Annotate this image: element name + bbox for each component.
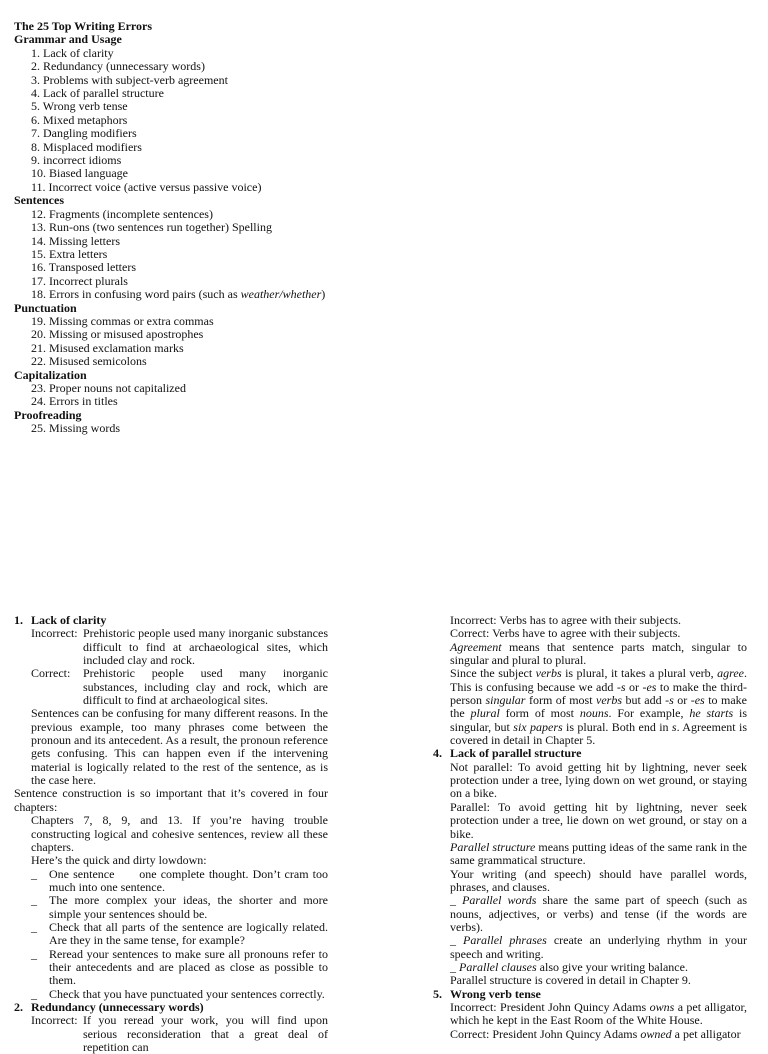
term-emphasis: agree <box>717 666 744 681</box>
paragraph-text: create an underlying rhythm in your speech and writing. <box>450 933 747 961</box>
body-paragraph: Not parallel: To avoid getting hit by lightning, never seek protection under a tree, lying down on wet ground, or staying on a bike. <box>450 759 747 801</box>
toc-item: 3. Problems with subject-verb agreement <box>31 72 228 87</box>
error-heading <box>433 988 747 1001</box>
section-heading: Sentences <box>14 193 64 208</box>
term-emphasis: -es <box>690 693 705 708</box>
term-emphasis: he starts <box>689 706 734 721</box>
bullet-item <box>14 894 328 921</box>
term-emphasis: s <box>671 719 677 734</box>
term-emphasis: -s <box>665 693 674 708</box>
toc-item: 12. Fragments (incomplete sentences) <box>31 206 213 221</box>
paragraph-text: or <box>625 679 643 694</box>
error-number: 1. <box>14 613 23 627</box>
error-number: 4. <box>433 746 442 761</box>
paragraph-text: also give your writing balance. <box>536 959 688 974</box>
paragraph-text: is plural, it takes a plural verb, <box>561 666 718 681</box>
example-text: If you reread your work, you will find upon serious reconsideration that a great deal of repetition can <box>83 1013 328 1054</box>
left-column <box>14 613 331 1054</box>
bullet-item <box>14 948 328 988</box>
bullet-item <box>14 988 328 1001</box>
toc-item <box>14 288 754 301</box>
toc-item: 24. Errors in titles <box>31 394 118 409</box>
toc-item: 22. Misused semicolons <box>31 354 147 369</box>
paragraph-text: but add <box>622 693 666 708</box>
toc-item: 15. Extra letters <box>31 246 108 261</box>
bullet-marker: _ <box>450 959 459 974</box>
example-text: Prehistoric people used many inorganic substances difficult to find at archaeological sites, which included clay and rock. <box>83 626 328 668</box>
toc-item: 17. Incorrect plurals <box>31 273 128 288</box>
paragraph-text: . Agreement is covered in detail in Chapter 5. <box>450 719 747 748</box>
paragraph-text: means that sentence parts match, singular to singular and plural to plural. <box>450 639 747 668</box>
term-emphasis: owns <box>649 999 675 1014</box>
error-heading <box>433 747 747 760</box>
body-paragraph: Your writing (and speech) should have parallel words, phrases, and clauses. <box>450 866 747 894</box>
bullet-text: Check that all parts of the sentence are logically related. Are they in the same tense, for example? <box>49 919 328 948</box>
toc-item: 7. Dangling modifiers <box>31 126 137 141</box>
bullet-text: Reread your sentences to make sure all pronouns refer to their antecedents and are placed as close as possible to them. <box>49 946 328 988</box>
term-emphasis: Parallel structure <box>450 839 536 854</box>
bullet-marker: _ <box>31 919 37 934</box>
body-paragraph <box>433 667 747 747</box>
toc-item: 10. Biased language <box>31 166 128 181</box>
table-of-contents <box>14 20 754 436</box>
toc-item: 9. incorrect idioms <box>31 153 122 168</box>
example-label: Incorrect: <box>31 626 78 641</box>
toc-item: 4. Lack of parallel structure <box>31 86 164 101</box>
toc-item-text: 18. Errors in confusing word pairs (such as <box>31 287 241 302</box>
section-heading: Proofreading <box>14 407 82 422</box>
toc-item: 23. Proper nouns not capitalized <box>31 380 186 395</box>
bullet-marker: _ <box>31 946 37 961</box>
bullet-marker: _ <box>31 893 37 908</box>
toc-item: 19. Missing commas or extra commas <box>31 313 214 328</box>
term-emphasis: Agreement <box>450 639 502 654</box>
toc-item: 20. Missing or misused apostrophes <box>31 327 204 342</box>
error-number: 2. <box>14 999 23 1014</box>
example-incorrect <box>14 1014 328 1054</box>
example-correct <box>14 667 328 707</box>
paragraph-text: or <box>673 693 691 708</box>
body-paragraph <box>433 641 747 668</box>
paragraph-text: a pet alligator, which he kept in the East Room of the White House. <box>450 999 747 1028</box>
toc-item: 2. Redundancy (unnecessary words) <box>31 59 205 74</box>
term-emphasis: Parallel clauses <box>459 959 537 974</box>
bullet-item <box>14 921 328 948</box>
toc-item: 6. Mixed metaphors <box>31 112 128 127</box>
toc-item: 25. Missing words <box>31 421 121 436</box>
paragraph-text: share the same part of speech (such as nouns, adjectives, or verbs) and tense (if the words are verbs). <box>450 893 747 934</box>
toc-item: 5. Wrong verb tense <box>31 99 128 114</box>
body-paragraph: Incorrect: Verbs has to agree with their subjects. <box>450 613 682 627</box>
right-column <box>433 614 747 1041</box>
bullet-marker: _ <box>450 893 463 908</box>
error-title: Lack of parallel structure <box>450 746 582 761</box>
error-title: Wrong verb tense <box>450 986 541 1001</box>
document-title: The 25 Top Writing Errors <box>14 19 153 33</box>
error-title: Lack of clarity <box>31 613 107 627</box>
example-text: Prehistoric people used many inorganic substances, including clay and rock, which are difficult to find at archaeological sites. <box>83 666 328 708</box>
toc-item: 8. Misplaced modifiers <box>31 139 142 154</box>
toc-item: 13. Run-ons (two sentences run together) Spelling <box>31 220 272 235</box>
body-paragraph <box>433 934 747 961</box>
body-paragraph: Sentences can be confusing for many different reasons. In the previous example, too many phrases come between the pronoun and its antecedent. As a result, the pronoun reference gets confusing. This can happen even if the intervening material is logically related to the rest of the sentence, as is the case here. <box>31 706 328 788</box>
term-emphasis: Parallel phrases <box>463 933 547 948</box>
toc-item: 1. Lack of clarity <box>31 45 114 60</box>
paragraph-text: means putting ideas of the same rank in the same grammatical structure. <box>450 839 747 868</box>
term-emphasis: verbs <box>596 693 623 708</box>
paragraph-text: a pet alligator <box>671 1027 741 1041</box>
error-number: 5. <box>433 986 442 1001</box>
paragraph-text: is plural. Both end in <box>562 719 672 734</box>
toc-item: 16. Transposed letters <box>31 260 136 275</box>
term-emphasis: -es <box>642 679 657 694</box>
error-heading <box>14 1001 328 1014</box>
term-emphasis: plural <box>470 706 500 721</box>
example-label: Incorrect: <box>31 1013 78 1028</box>
section-heading: Capitalization <box>14 367 87 382</box>
paragraph-text: form of most <box>499 706 580 721</box>
example-incorrect <box>14 627 328 667</box>
term-emphasis: verbs <box>535 666 562 681</box>
term-emphasis: nouns <box>579 706 609 721</box>
paragraph-text: to make the third-person <box>450 679 747 708</box>
toc-item: 11. Incorrect voice (active versus passive voice) <box>31 179 262 194</box>
term-emphasis: owned <box>640 1027 672 1041</box>
body-paragraph <box>433 1028 747 1041</box>
paragraph-text: to make the <box>450 693 747 721</box>
section-heading: Grammar and Usage <box>14 32 122 47</box>
toc-item: 14. Missing letters <box>31 233 120 248</box>
body-paragraph: Sentence construction is so important that it’s covered in four chapters: <box>14 786 328 814</box>
bullet-item <box>14 866 331 895</box>
body-paragraph <box>433 961 747 974</box>
bullet-text: Check that you have punctuated your sentences correctly. <box>49 986 325 1001</box>
body-paragraph: Parallel structure is covered in detail in Chapter 9. <box>450 973 691 988</box>
toc-item-emphasis: weather/whether <box>240 287 322 302</box>
example-label: Correct: <box>31 666 71 681</box>
paragraph-text: is singular, but <box>450 706 747 734</box>
term-emphasis: -s <box>616 679 626 694</box>
term-emphasis: Parallel words <box>462 893 537 908</box>
paragraph-text: Correct: President John Quincy Adams <box>450 1027 641 1041</box>
toc-item: 21. Misused exclamation marks <box>31 340 184 355</box>
bullet-text: The more complex your ideas, the shorter and more simple your sentences should be. <box>49 893 328 921</box>
body-paragraph: Parallel: To avoid getting hit by lightning, never seek protection under a tree, lie down on wet ground, or stay on a bike. <box>450 799 747 841</box>
error-title: Redundancy (unnecessary words) <box>31 999 204 1014</box>
term-emphasis: six papers <box>513 719 563 734</box>
body-paragraph: Correct: Verbs have to agree with their subjects. <box>450 626 681 641</box>
paragraph-text: form of most <box>525 693 597 708</box>
body-paragraph: Chapters 7, 8, 9, and 13. If you’re having trouble constructing logical and cohesive sentences, review all these chapters. <box>31 813 328 854</box>
paragraph-text: . This is confusing because we add <box>450 666 747 694</box>
body-paragraph <box>433 841 747 868</box>
body-paragraph <box>433 894 747 934</box>
paragraph-text: . For example, <box>608 706 690 721</box>
paragraph-text: Since the subject <box>450 666 536 681</box>
error-heading <box>14 614 328 627</box>
body-paragraph: Here’s the quick and dirty lowdown: <box>31 853 207 868</box>
paragraph-text: Incorrect: President John Quincy Adams <box>450 999 650 1014</box>
bullet-marker: _ <box>450 933 464 948</box>
toc-item-text: ) <box>321 287 326 302</box>
bullet-text: One sentence one complete thought. Don’t cram too much into one sentence. <box>49 866 331 894</box>
section-heading: Punctuation <box>14 300 77 315</box>
term-emphasis: singular <box>485 693 526 708</box>
bullet-marker: _ <box>31 866 37 881</box>
bullet-marker: _ <box>31 986 37 1001</box>
